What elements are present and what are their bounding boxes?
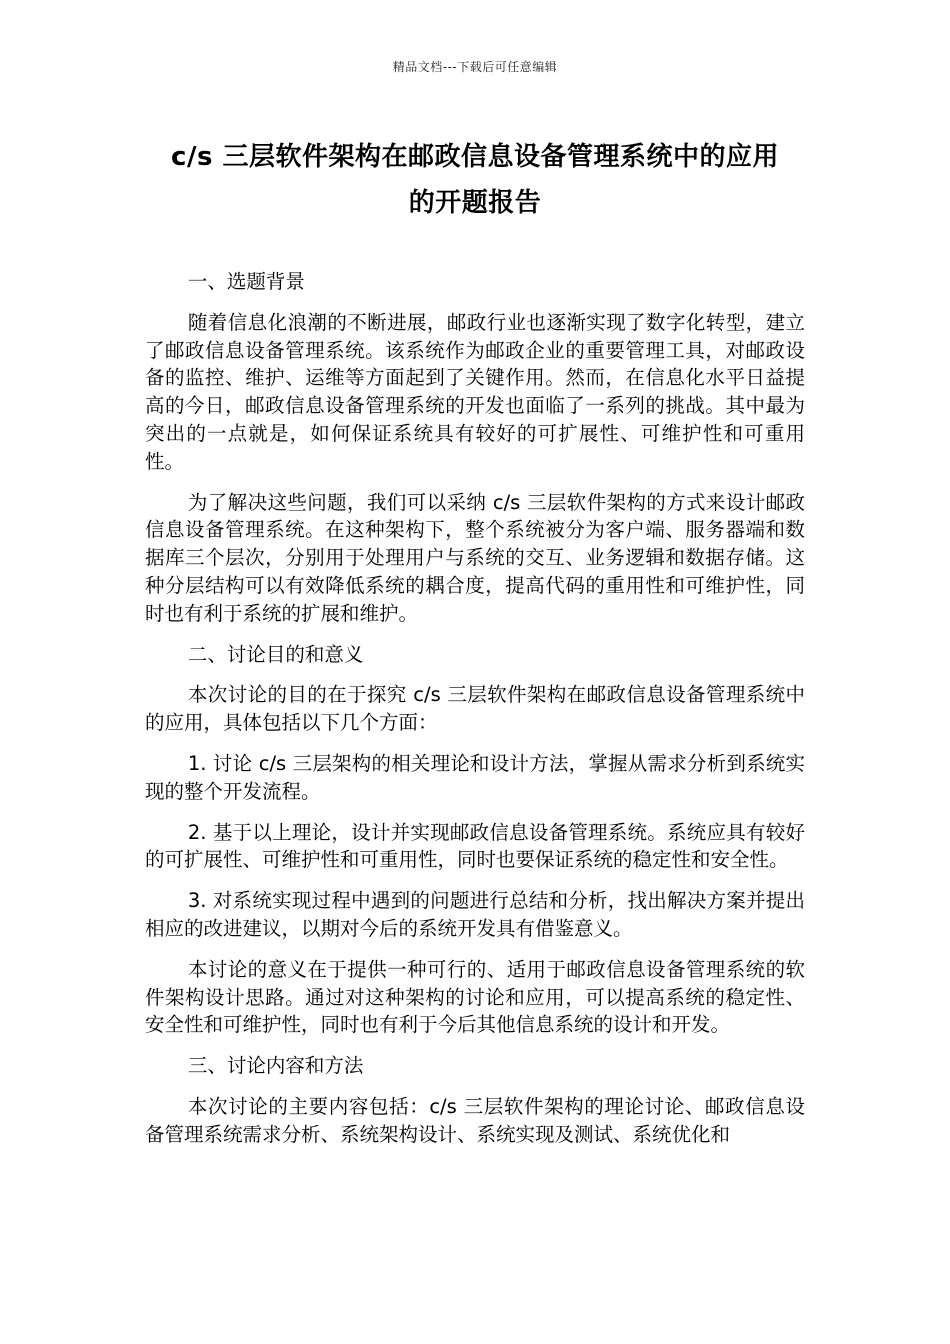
section-heading-purpose: 二、讨论目的和意义 (187, 642, 364, 666)
document-body (145, 268, 805, 1162)
paragraph-purpose-intro: 本次讨论的目的在于探究 c/s 三层软件架构在邮政信息设备管理系统中的应用，具体包括以下几个方面： (145, 683, 805, 735)
paragraph-background-1: 随着信息化浪潮的不断进展，邮政行业也逐渐实现了数字化转型，建立了邮政信息设备管理系统。该系统作为邮政企业的重要管理工具，对邮政设备的监控、维护、运维等方面起到了关键作用。然而，在信息化水平日益提高的今日，邮政信息设备管理系统的开发也面临了一系列的挑战。其中最为突出的一点就是，如何保证系统具有较好的可扩展性、可维护性和可重用性。 (145, 310, 805, 473)
section-heading-background: 一、选题背景 (187, 270, 305, 293)
title-line-1: c/s 三层软件架构在邮政信息设备管理系统中的应用 (171, 142, 779, 172)
paragraph-significance: 本讨论的意义在于提供一种可行的、适用于邮政信息设备管理系统的软件架构设计思路。通过对这种架构的讨论和应用，可以提高系统的稳定性、安全性和可维护性，同时也有利于今后其他信息系统的设计和开发。 (145, 957, 805, 1037)
title-line-2: 的开题报告 (408, 188, 542, 218)
section-heading-content: 三、讨论内容和方法 (187, 1054, 364, 1078)
list-item-2: 2. 基于以上理论，设计并实现邮政信息设备管理系统。系统应具有较好的可扩展性、可维护性和可重用性，同时也要保证系统的稳定性和安全性。 (145, 820, 805, 872)
list-item-3: 3. 对系统实现过程中遇到的问题进行总结和分析，找出解决方案并提出相应的改进建议，以期对今后的系统开发具有借鉴意义。 (145, 889, 805, 940)
list-item-1: 1. 讨论 c/s 三层架构的相关理论和设计方法，掌握从需求分析到系统实现的整个开发流程。 (145, 751, 805, 803)
header-note: 精品文档---下载后可任意编辑 (392, 60, 558, 74)
paragraph-background-2: 为了解决这些问题，我们可以采纳 c/s 三层软件架构的方式来设计邮政信息设备管理系统。在这种架构下，整个系统被分为客户端、服务器端和数据库三个层次，分别用于处理用户与系统的交互、业务逻辑和数据存储。这种分层结构可以有效降低系统的耦合度，提高代码的重用性和可维护性，同时也有利于系统的扩展和维护。 (145, 490, 805, 625)
document-title (120, 134, 830, 226)
paragraph-content-1: 本次讨论的主要内容包括：c/s 三层软件架构的理论讨论、邮政信息设备管理系统需求分析、系统架构设计、系统实现及测试、系统优化和 (145, 1094, 805, 1146)
